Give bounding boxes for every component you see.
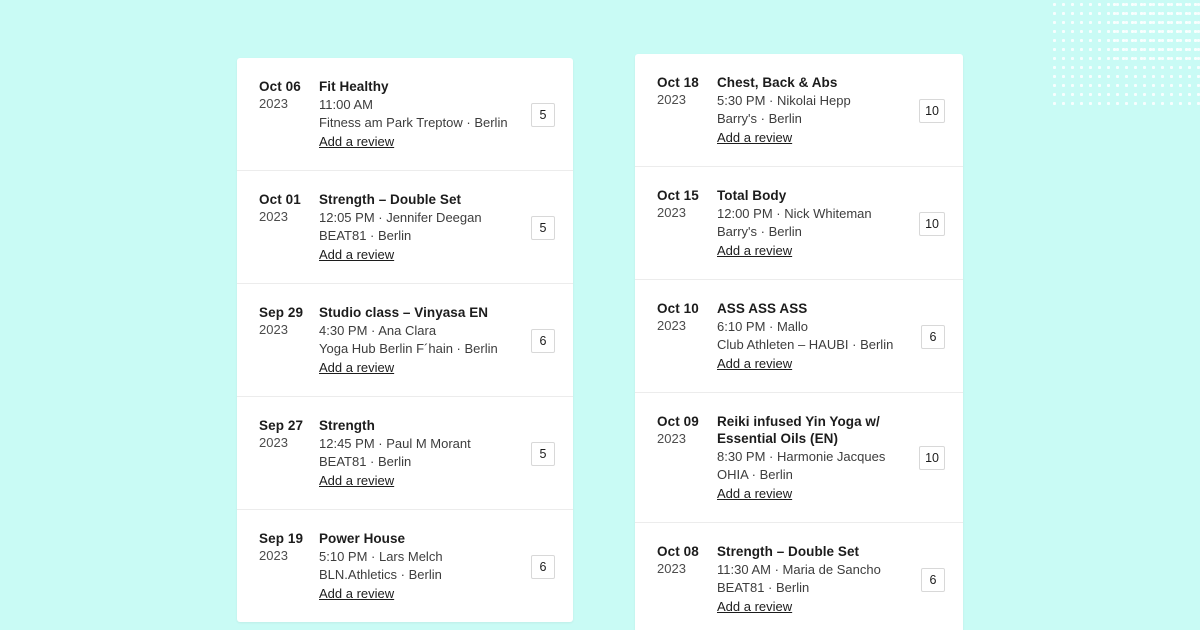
activity-card[interactable] <box>237 397 573 510</box>
activity-column-left <box>237 58 573 622</box>
add-review-link[interactable]: Add a review <box>319 247 395 262</box>
activity-score <box>527 442 555 466</box>
activity-venue: OHIA · Berlin <box>717 467 793 482</box>
activity-score <box>527 216 555 240</box>
activity-title: Strength – Double Set <box>319 192 462 207</box>
add-review-link[interactable]: Add a review <box>319 360 395 375</box>
activity-date-day: Oct 06 <box>259 79 301 94</box>
activity-date <box>657 300 717 334</box>
activity-info <box>319 304 527 377</box>
activity-date-day: Oct 15 <box>657 188 699 203</box>
activity-meta: 12:00 PM · Nick Whiteman <box>717 206 872 221</box>
activity-title: ASS ASS ASS <box>717 301 808 316</box>
activity-date-day: Sep 27 <box>259 418 304 433</box>
activity-title: Fit Healthy <box>319 79 389 94</box>
add-review-link[interactable]: Add a review <box>319 134 395 149</box>
activity-venue: Barry's · Berlin <box>717 111 802 126</box>
activity-title: Reiki infused Yin Yoga w/ Essential Oils (EN) <box>717 414 880 446</box>
activity-title: Strength – Double Set <box>717 544 860 559</box>
activity-meta: 5:30 PM · Nikolai Hepp <box>717 93 851 108</box>
activity-title: Strength <box>319 418 375 433</box>
activity-score <box>527 103 555 127</box>
activity-score <box>915 212 945 236</box>
activity-info <box>717 543 917 616</box>
activity-date-year: 2023 <box>259 96 288 111</box>
activity-date-year: 2023 <box>259 322 288 337</box>
activity-card[interactable] <box>237 58 573 171</box>
activity-date <box>657 413 717 447</box>
add-review-link[interactable]: Add a review <box>717 130 793 145</box>
activity-meta: 12:45 PM · Paul M Morant <box>319 436 471 451</box>
activity-date-year: 2023 <box>259 209 288 224</box>
activity-date-day: Sep 19 <box>259 531 304 546</box>
activity-card[interactable] <box>635 393 963 523</box>
activity-info <box>319 191 527 264</box>
activity-date <box>657 187 717 221</box>
activity-card[interactable] <box>635 523 963 630</box>
activity-title: Chest, Back & Abs <box>717 75 838 90</box>
score-badge: 10 <box>919 99 945 123</box>
activity-score <box>915 99 945 123</box>
activity-card[interactable] <box>237 171 573 284</box>
add-review-link[interactable]: Add a review <box>717 599 793 614</box>
score-badge: 6 <box>531 555 555 579</box>
score-badge: 5 <box>531 103 555 127</box>
score-badge: 6 <box>531 329 555 353</box>
activity-date-day: Oct 18 <box>657 75 699 90</box>
activity-info <box>717 413 915 503</box>
activity-venue: Barry's · Berlin <box>717 224 802 239</box>
activity-info <box>717 187 915 260</box>
activity-info <box>319 78 527 151</box>
activity-venue: Fitness am Park Treptow · Berlin <box>319 115 508 130</box>
activity-card[interactable] <box>635 167 963 280</box>
add-review-link[interactable]: Add a review <box>717 243 793 258</box>
activity-date <box>259 191 319 225</box>
activity-title: Studio class – Vinyasa EN <box>319 305 489 320</box>
activity-venue: BLN.Athletics · Berlin <box>319 567 442 582</box>
activity-score <box>527 329 555 353</box>
activity-date-day: Sep 29 <box>259 305 304 320</box>
activity-meta: 6:10 PM · Mallo <box>717 319 809 334</box>
activity-title: Total Body <box>717 188 787 203</box>
activity-date-year: 2023 <box>259 435 288 450</box>
activity-date-year: 2023 <box>657 431 686 446</box>
activity-date <box>259 304 319 338</box>
activity-info <box>319 530 527 603</box>
activity-score <box>917 568 945 592</box>
activity-date <box>259 78 319 112</box>
activity-score <box>527 555 555 579</box>
score-badge: 10 <box>919 212 945 236</box>
activity-venue: Yoga Hub Berlin F´hain · Berlin <box>319 341 498 356</box>
activity-meta: 5:10 PM · Lars Melch <box>319 549 443 564</box>
activity-date <box>259 417 319 451</box>
activity-date <box>259 530 319 564</box>
activity-date-year: 2023 <box>657 92 686 107</box>
activity-meta: 11:00 AM <box>319 97 373 112</box>
activity-info <box>717 300 917 373</box>
activity-date-year: 2023 <box>657 318 686 333</box>
activity-card[interactable] <box>635 54 963 167</box>
activity-info <box>319 417 527 490</box>
activity-date-year: 2023 <box>259 548 288 563</box>
activity-venue: Club Athleten – HAUBI · Berlin <box>717 337 894 352</box>
activity-date-year: 2023 <box>657 205 686 220</box>
activity-date-day: Oct 10 <box>657 301 699 316</box>
add-review-link[interactable]: Add a review <box>319 473 395 488</box>
score-badge: 5 <box>531 442 555 466</box>
activity-card[interactable] <box>237 510 573 622</box>
activity-card[interactable] <box>635 280 963 393</box>
activity-venue: BEAT81 · Berlin <box>717 580 810 595</box>
score-badge: 6 <box>921 325 945 349</box>
activity-card[interactable] <box>237 284 573 397</box>
activity-title: Power House <box>319 531 406 546</box>
score-badge: 10 <box>919 446 945 470</box>
activity-date-year: 2023 <box>657 561 686 576</box>
activity-date <box>657 543 717 577</box>
activity-score <box>915 446 945 470</box>
activity-column-right <box>635 54 963 630</box>
activity-info <box>717 74 915 147</box>
activity-date-day: Oct 01 <box>259 192 301 207</box>
activity-score <box>917 325 945 349</box>
activity-date-day: Oct 08 <box>657 544 699 559</box>
activity-date <box>657 74 717 108</box>
activity-date-day: Oct 09 <box>657 414 699 429</box>
add-review-link[interactable]: Add a review <box>319 586 395 601</box>
add-review-link[interactable]: Add a review <box>717 356 793 371</box>
add-review-link[interactable]: Add a review <box>717 486 793 501</box>
activity-venue: BEAT81 · Berlin <box>319 228 412 243</box>
activity-meta: 12:05 PM · Jennifer Deegan <box>319 210 482 225</box>
score-badge: 5 <box>531 216 555 240</box>
score-badge: 6 <box>921 568 945 592</box>
activity-meta: 4:30 PM · Ana Clara <box>319 323 437 338</box>
activity-venue: BEAT81 · Berlin <box>319 454 412 469</box>
activity-meta: 11:30 AM · Maria de Sancho <box>717 562 881 577</box>
activity-meta: 8:30 PM · Harmonie Jacques <box>717 449 886 464</box>
